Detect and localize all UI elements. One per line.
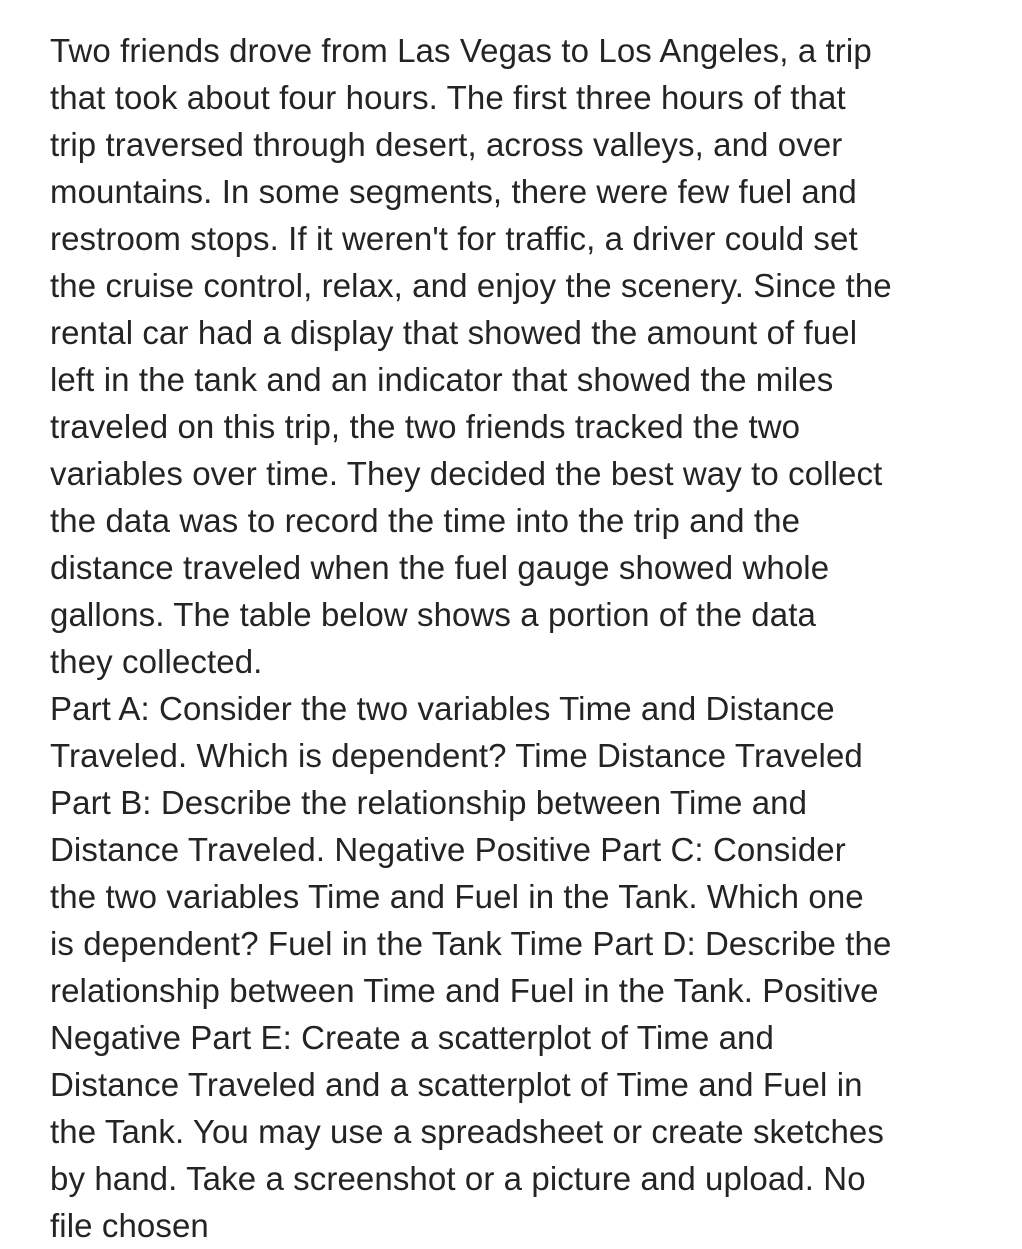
part-a-line: Part A: Consider the two variables Time and Distance — [50, 690, 835, 727]
part-b-options-line: Distance Traveled. Negative Positive Part C: Consider — [50, 831, 846, 868]
text-line: distance traveled when the fuel gauge showed whole — [50, 549, 830, 586]
text-line: Two friends drove from Las Vegas to Los Angeles, a trip — [50, 32, 872, 69]
text-line: traveled on this trip, the two friends tracked the two — [50, 408, 801, 445]
text-line: left in the tank and an indicator that showed the miles — [50, 361, 834, 398]
text-line: they collected. — [50, 643, 263, 680]
part-c-options-line: is dependent? Fuel in the Tank Time Part D: Describe the — [50, 925, 892, 962]
part-e-line: Distance Traveled and a scatterplot of Time and Fuel in — [50, 1066, 863, 1103]
text-line: the data was to record the time into the trip and the — [50, 502, 801, 539]
text-line: gallons. The table below shows a portion of the data — [50, 596, 816, 633]
text-line: restroom stops. If it weren't for traffic, a driver could set — [50, 220, 858, 257]
text-line: variables over time. They decided the best way to collect — [50, 455, 883, 492]
text-line: rental car had a display that showed the amount of fuel — [50, 314, 858, 351]
part-c-line: the two variables Time and Fuel in the Tank. Which one — [50, 878, 864, 915]
text-line: trip traversed through desert, across valleys, and over — [50, 126, 843, 163]
text-line: mountains. In some segments, there were few fuel and — [50, 173, 857, 210]
upload-line: by hand. Take a screenshot or a picture and upload. No — [50, 1160, 866, 1197]
text-line: the cruise control, relax, and enjoy the scenery. Since the — [50, 267, 892, 304]
part-d-line: relationship between Time and Fuel in the Tank. Positive — [50, 972, 879, 1009]
file-status-line: file chosen — [50, 1207, 209, 1244]
text-line: that took about four hours. The first three hours of that — [50, 79, 846, 116]
part-d-options-line: Negative Part E: Create a scatterplot of Time and — [50, 1019, 774, 1056]
part-e-line: the Tank. You may use a spreadsheet or create sketches — [50, 1113, 884, 1150]
question-text — [50, 27, 1010, 1249]
part-a-options-line: Traveled. Which is dependent? Time Distance Traveled — [50, 737, 863, 774]
part-b-line: Part B: Describe the relationship between Time and — [50, 784, 808, 821]
